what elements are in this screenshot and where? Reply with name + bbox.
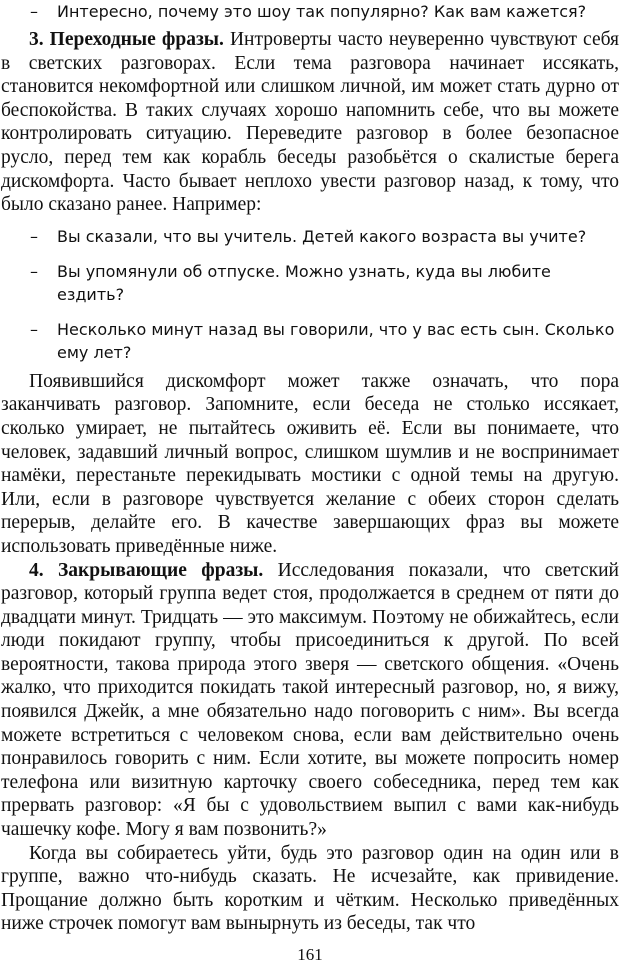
section-3-heading: 3. Переходные фразы.	[29, 29, 224, 50]
section-3-paragraph	[0, 28, 620, 217]
section-4-paragraph	[0, 559, 620, 842]
list-item	[0, 318, 620, 364]
list-item-text: Вы упомянули об отпуске. Можно узнать, куда вы любите ездить?	[57, 261, 551, 304]
leaving-paragraph: Когда вы собираетесь уйти, будь это разговор один на один или в группе, важно что-нибудь сказать. Не исчезайте, как привидение. Прощание должно быть коротким и чётким. Несколько приведённых ниже строчек помогут вам вынырнуть из беседы, так что	[1, 842, 619, 935]
list-item	[0, 225, 620, 248]
dash-bullet: –	[30, 261, 38, 281]
dash-bullet: –	[30, 319, 38, 339]
dash-bullet: –	[30, 226, 38, 246]
list-item-text: Вы сказали, что вы учитель. Детей какого возраста вы учите?	[57, 226, 587, 246]
list-item	[0, 0, 620, 23]
discomfort-paragraph: Появившийся дискомфорт может также означать, что пора заканчивать разговор. Запомните, если беседа не столько иссякает, сколько умирает, не пытайтесь оживить её. Если вы понимаете, что человек, задавший личный вопрос, слишком шумлив и не воспринимает намёки, перестаньте перекидывать мостики с одной темы на другую. Или, если в разговоре чувствуется желание с обеих сторон сделать перерыв, делайте его. В качестве завершающих фраз вы можете использовать приведённые ниже.	[1, 370, 619, 557]
list-item-text: Интересно, почему это шоу так популярно? Как вам кажется?	[57, 2, 587, 21]
page-number: 161	[297, 945, 323, 964]
dash-bullet: –	[30, 2, 38, 21]
section-4-body: Исследования показали, что светский разговор, который группа ведет стоя, продолжается в среднем от пяти до двадцати минут. Тридцать — это максимум. Поэтому не обижайтесь, если люди покидают группу, чтобы присоединиться к другой. По всей вероятности, такова природа этого зверя — светского общения. «Очень жалко, что приходится покидать такой интересный разговор, но, я вижу, появился Джейк, а мне обязательно надо поговорить с ним». Вы всегда можете встретиться с человеком снова, если вам действительно очень понравилось говорить с ним. Если хотите, вы можете попросить номер телефона или визитную карточку своего собеседника, перед тем как прервать разговор: «Я бы с удовольствием выпил с вами как-нибудь чашечку кофе. Могу я вам позвонить?»	[1, 559, 619, 841]
section-3-body: Интроверты часто неуверенно чувствуют себя в светских разговорах. Если тема разговора начинает иссякать, становится некомфортной или слишком личной, им может стать дурно от беспокойства. В таких случаях хорошо напомнить себе, что вы можете контролировать ситуацию. Переведите разговор в более безопасное русло, перед тем как корабль беседы разобьётся о скалистые берега дискомфорта. Часто бывает неплохо увести разговор назад, к тому, что было сказано ранее. Например:	[1, 29, 620, 216]
list-item-text: Несколько минут назад вы говорили, что у вас есть сын. Сколько ему лет?	[57, 319, 615, 362]
section-4-heading: 4. Закрывающие фразы.	[29, 559, 264, 581]
list-item	[0, 260, 620, 306]
